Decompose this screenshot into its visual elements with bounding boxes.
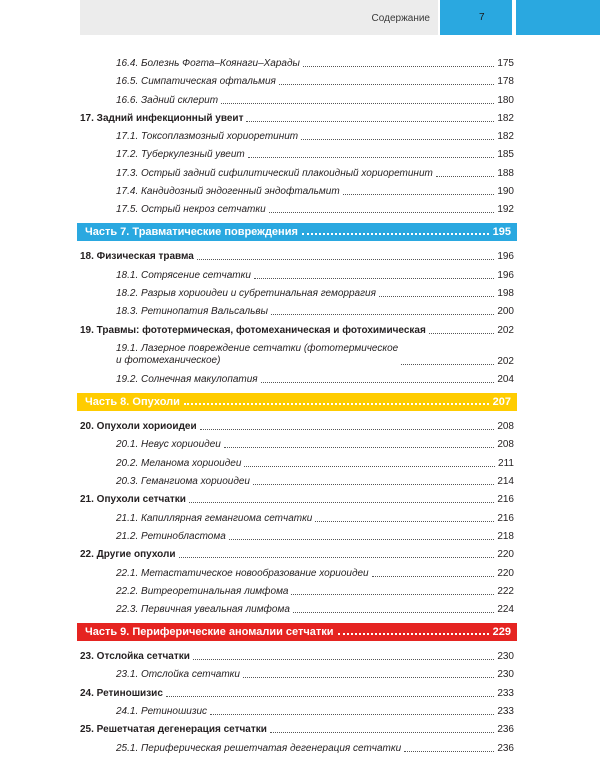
toc-page-number: 214 bbox=[497, 476, 514, 488]
toc-page-number: 230 bbox=[497, 651, 514, 663]
toc-page-number: 178 bbox=[497, 76, 514, 88]
dot-leader bbox=[269, 212, 495, 213]
toc-entry-title: Часть 7. Травматические повреждения bbox=[85, 226, 298, 239]
dot-leader bbox=[301, 139, 494, 140]
toc-section-entry[interactable] bbox=[80, 476, 514, 487]
toc-entry-title: 22. Другие опухоли bbox=[80, 549, 176, 561]
toc-section-entry[interactable] bbox=[80, 568, 514, 579]
toc-chapter-entry[interactable] bbox=[80, 113, 514, 124]
toc-chapter-entry[interactable] bbox=[80, 251, 514, 262]
toc-entry-title: 19.2. Солнечная макулопатия bbox=[116, 374, 258, 386]
toc-section-entry[interactable] bbox=[80, 531, 514, 542]
dot-leader bbox=[429, 333, 495, 334]
toc-page-number: 207 bbox=[492, 396, 511, 409]
toc-page-number: 185 bbox=[497, 149, 514, 161]
toc-chapter-entry[interactable] bbox=[80, 688, 514, 699]
dot-leader bbox=[270, 732, 494, 733]
toc-section-entry[interactable] bbox=[80, 204, 514, 215]
toc-entry-title: 17.2. Туберкулезный увеит bbox=[116, 149, 245, 161]
toc-page-number: 216 bbox=[497, 494, 514, 506]
toc-part-heading[interactable] bbox=[77, 223, 517, 241]
toc-entry-title: 16.5. Симпатическая офтальмия bbox=[116, 76, 276, 88]
header-accent-block bbox=[440, 0, 512, 35]
toc-section-entry[interactable] bbox=[80, 168, 514, 179]
toc-section-entry[interactable] bbox=[80, 458, 514, 469]
toc-page-number: 202 bbox=[497, 355, 514, 367]
toc-entry-title: 25. Решетчатая дегенерация сетчатки bbox=[80, 724, 267, 736]
toc-entry-title: 22.3. Первичная увеальная лимфома bbox=[116, 604, 290, 616]
toc-entry-title: 18.3. Ретинопатия Вальсальвы bbox=[116, 306, 269, 318]
table-of-contents bbox=[80, 58, 514, 761]
toc-section-entry[interactable] bbox=[80, 149, 514, 160]
toc-part-heading[interactable] bbox=[77, 393, 517, 411]
dot-leader bbox=[229, 539, 495, 540]
toc-entry-title: 16.6. Задний склерит bbox=[116, 94, 219, 106]
dot-leader bbox=[372, 576, 495, 577]
toc-chapter-entry[interactable] bbox=[80, 494, 514, 505]
toc-page-number: 192 bbox=[497, 204, 514, 216]
toc-entry-title: 17.5. Острый некроз сетчатки bbox=[116, 204, 266, 216]
dot-leader bbox=[303, 66, 494, 67]
toc-entry-title-line: и фотомеханическое) bbox=[116, 354, 221, 366]
dot-leader bbox=[189, 502, 494, 503]
toc-entry-title: 17. Задний инфекционный увеит bbox=[80, 112, 244, 124]
dot-leader bbox=[379, 296, 494, 297]
toc-page-number: 233 bbox=[497, 687, 514, 699]
dot-leader bbox=[343, 194, 495, 195]
dot-leader bbox=[224, 447, 494, 448]
toc-page-number: 222 bbox=[497, 585, 514, 597]
toc-page-number: 236 bbox=[497, 724, 514, 736]
toc-entry-title: 21.1. Капиллярная гемангиома сетчатки bbox=[116, 512, 313, 524]
toc-section-entry[interactable] bbox=[80, 604, 514, 615]
dot-leader bbox=[436, 176, 494, 177]
toc-chapter-entry[interactable] bbox=[80, 651, 514, 662]
toc-entry-title: Часть 8. Опухоли bbox=[85, 396, 180, 409]
toc-section-entry[interactable] bbox=[80, 131, 514, 142]
toc-page-number: 218 bbox=[497, 530, 514, 542]
toc-part-heading[interactable] bbox=[77, 623, 517, 641]
toc-page-number: 208 bbox=[497, 421, 514, 433]
dot-leader bbox=[279, 84, 494, 85]
toc-page-number: 224 bbox=[497, 604, 514, 616]
toc-page-number: 182 bbox=[497, 112, 514, 124]
toc-chapter-entry[interactable] bbox=[80, 421, 514, 432]
dot-leader bbox=[404, 751, 494, 752]
dot-leader bbox=[244, 466, 495, 467]
dot-leader bbox=[271, 314, 494, 315]
toc-section-entry[interactable] bbox=[80, 439, 514, 450]
toc-section-entry[interactable] bbox=[80, 76, 514, 87]
toc-page-number: 196 bbox=[497, 269, 514, 281]
toc-entry-title: 20.3. Гемангиома хориоидеи bbox=[116, 476, 250, 488]
toc-section-entry[interactable] bbox=[80, 306, 514, 317]
toc-entry-title: 24. Ретиношизис bbox=[80, 687, 163, 699]
toc-entry-title: 16.4. Болезнь Фогта–Коянаги–Харады bbox=[116, 58, 300, 69]
toc-section-entry[interactable] bbox=[80, 743, 514, 754]
toc-entry-title: 22.2. Витреоретинальная лимфома bbox=[116, 585, 289, 597]
dot-leader bbox=[200, 429, 495, 430]
toc-entry-title: 17.1. Токсоплазмозный хориоретинит bbox=[116, 131, 299, 143]
header-accent-tab bbox=[516, 0, 600, 35]
toc-entry-title: 21.2. Ретинобластома bbox=[116, 530, 226, 542]
toc-chapter-entry[interactable] bbox=[80, 325, 514, 336]
toc-page-number: 188 bbox=[497, 167, 514, 179]
dot-leader bbox=[243, 677, 494, 678]
dot-leader bbox=[197, 259, 494, 260]
dot-leader bbox=[302, 233, 489, 235]
toc-section-entry[interactable] bbox=[80, 270, 514, 281]
toc-entry-title: 20.1. Невус хориоидеи bbox=[116, 439, 221, 451]
dot-leader bbox=[248, 157, 495, 158]
toc-section-entry[interactable] bbox=[80, 586, 514, 597]
toc-entry-title: 25.1. Периферическая решетчатая дегенерация сетчатки bbox=[116, 742, 402, 754]
toc-page-number: 216 bbox=[497, 512, 514, 524]
dot-leader bbox=[246, 121, 494, 122]
dot-leader bbox=[401, 364, 494, 365]
toc-entry-title: 17.4. Кандидозный эндогенный эндофтальмит bbox=[116, 186, 340, 198]
toc-entry-title: 20.2. Меланома хориоидеи bbox=[116, 457, 242, 469]
toc-entry-title: 21. Опухоли сетчатки bbox=[80, 494, 186, 506]
running-title: Содержание bbox=[371, 13, 430, 24]
toc-entry-title-line: 19.1. Лазерное повреждение сетчатки (фототермическое bbox=[116, 342, 399, 354]
toc-entry-title: 23. Отслойка сетчатки bbox=[80, 651, 190, 663]
toc-entry-title: 18. Физическая травма bbox=[80, 251, 194, 263]
dot-leader bbox=[261, 382, 495, 383]
toc-section-entry[interactable] bbox=[80, 95, 514, 106]
toc-entry-title: Часть 9. Периферические аномалии сетчатки bbox=[85, 626, 334, 639]
toc-page-number: 236 bbox=[497, 742, 514, 754]
dot-leader bbox=[193, 659, 494, 660]
dot-leader bbox=[338, 633, 489, 635]
dot-leader bbox=[253, 484, 494, 485]
dot-leader bbox=[179, 557, 495, 558]
toc-entry-title: 23.1. Отслойка сетчатки bbox=[116, 669, 240, 681]
dot-leader bbox=[315, 521, 494, 522]
toc-section-entry[interactable] bbox=[80, 288, 514, 299]
toc-page-number: 220 bbox=[497, 549, 514, 561]
toc-section-entry[interactable] bbox=[80, 513, 514, 524]
toc-entry-title: 18.1. Сотрясение сетчатки bbox=[116, 269, 251, 281]
toc-entry-title: 22.1. Метастатическое новообразование хориоидеи bbox=[116, 567, 369, 579]
toc-page-number: 211 bbox=[498, 457, 514, 469]
toc-section-entry[interactable] bbox=[80, 58, 514, 69]
toc-section-entry[interactable] bbox=[80, 374, 514, 385]
toc-page-number: 229 bbox=[492, 626, 511, 639]
toc-page-number: 175 bbox=[497, 58, 514, 69]
dot-leader bbox=[293, 612, 494, 613]
toc-page-number: 208 bbox=[497, 439, 514, 451]
toc-section-entry[interactable] bbox=[80, 706, 514, 717]
toc-entry-title: 18.2. Разрыв хориоидеи и субретинальная геморрагия bbox=[116, 287, 376, 299]
toc-entry-title: 24.1. Ретиношизис bbox=[116, 706, 208, 718]
dot-leader bbox=[210, 714, 494, 715]
toc-section-entry[interactable] bbox=[80, 343, 514, 367]
dot-leader bbox=[184, 403, 489, 405]
toc-section-entry[interactable] bbox=[80, 186, 514, 197]
toc-chapter-entry[interactable] bbox=[80, 549, 514, 560]
toc-page-number: 230 bbox=[497, 669, 514, 681]
toc-entry-title: 20. Опухоли хориоидеи bbox=[80, 421, 197, 433]
toc-page-number: 200 bbox=[497, 306, 514, 318]
dot-leader bbox=[254, 278, 494, 279]
toc-page-number: 195 bbox=[492, 226, 511, 239]
toc-page-number: 202 bbox=[497, 324, 514, 336]
toc-page-number: 196 bbox=[497, 251, 514, 263]
toc-page-number: 204 bbox=[497, 374, 514, 386]
dot-leader bbox=[166, 696, 494, 697]
toc-page-number: 182 bbox=[497, 131, 514, 143]
toc-chapter-entry[interactable] bbox=[80, 724, 514, 735]
toc-entry-title: 19. Травмы: фототермическая, фотомеханическая и фотохимическая bbox=[80, 324, 426, 336]
toc-page-number: 198 bbox=[497, 287, 514, 299]
toc-entry-title: 17.3. Острый задний сифилитический плакоидный хориоретинит bbox=[116, 167, 433, 179]
toc-page-number: 220 bbox=[497, 567, 514, 579]
toc-section-entry[interactable] bbox=[80, 669, 514, 680]
dot-leader bbox=[221, 103, 494, 104]
page-number: 7 bbox=[479, 12, 485, 23]
toc-page-number: 233 bbox=[497, 706, 514, 718]
toc-entry-title bbox=[116, 343, 398, 367]
page-header bbox=[0, 0, 600, 35]
dot-leader bbox=[291, 594, 494, 595]
toc-page-number: 180 bbox=[497, 94, 514, 106]
toc-page-number: 190 bbox=[497, 186, 514, 198]
